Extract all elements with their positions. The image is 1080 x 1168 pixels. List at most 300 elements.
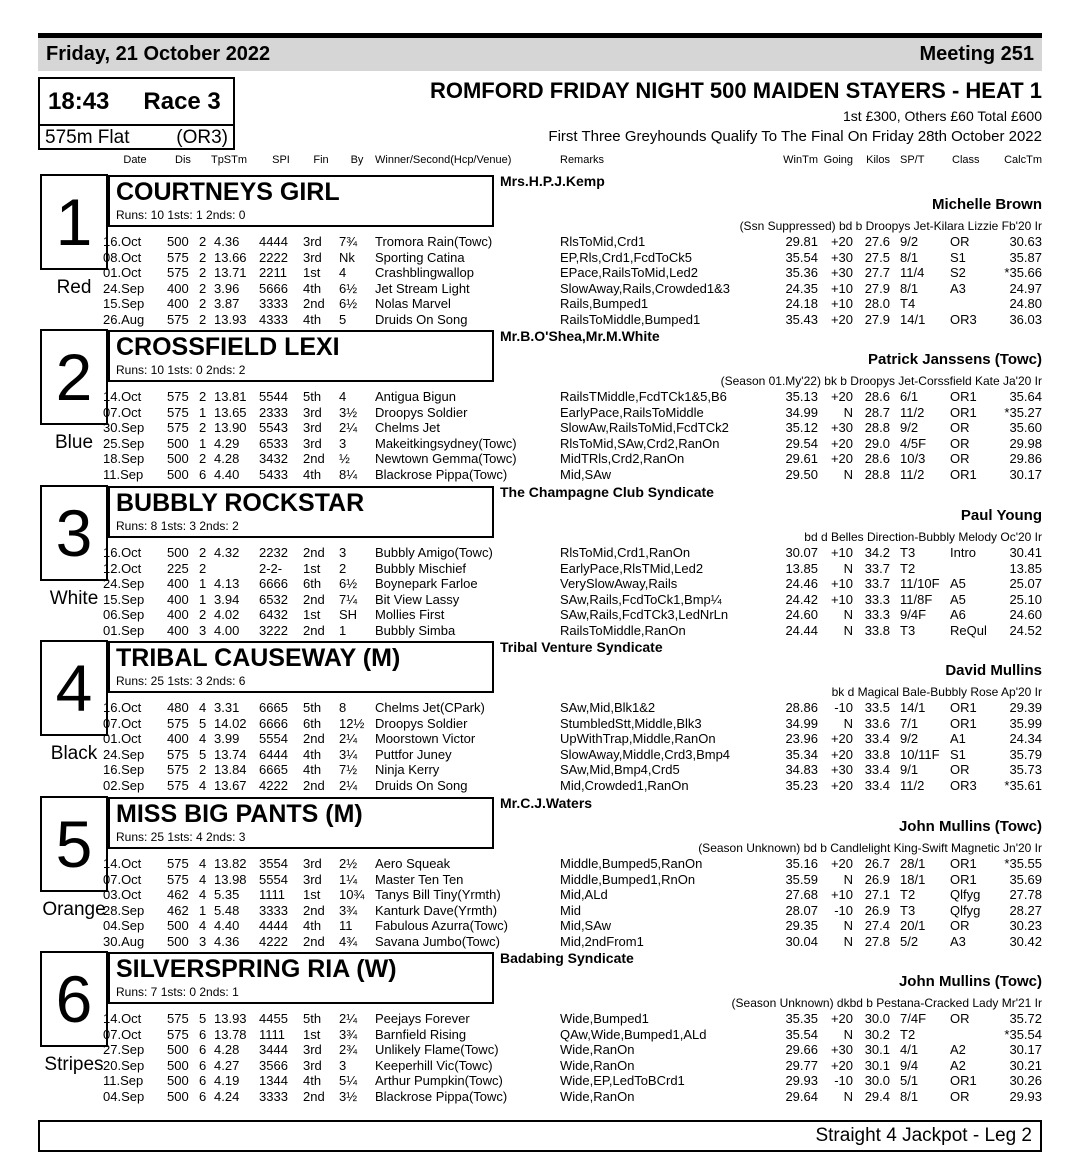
form-remarks: Middle,Bumped5,RanOn (560, 856, 703, 871)
form-spi: 4444 (259, 234, 288, 249)
form-row (103, 389, 1042, 405)
form-wintm: 29.54 (785, 435, 818, 451)
form-going: N (843, 871, 853, 887)
form-calctm: 30.17 (1009, 1042, 1042, 1058)
form-spt: 8/1 (900, 280, 919, 296)
form-remarks: Wide,RanOn (560, 1088, 635, 1104)
form-spt: 9/2 (900, 234, 919, 249)
owner-name: The Champagne Club Syndicate (500, 484, 714, 500)
race-header (250, 79, 1042, 145)
greyhound-name-box (108, 486, 494, 538)
form-class: A3 (950, 933, 966, 949)
form-spt: 11/2 (900, 466, 925, 482)
form-by: 2¼ (339, 777, 358, 793)
form-class: OR (950, 451, 970, 467)
form-calctm: 25.07 (1009, 576, 1042, 592)
form-date: 04.Sep (103, 1088, 145, 1104)
race-qualify-note: First Three Greyhounds Qualify To The Final On Friday 28th October 2022 (548, 128, 1042, 145)
form-dis: 500 (167, 1057, 189, 1073)
form-fin: 2nd (303, 1088, 325, 1104)
form-kilos: 26.7 (864, 856, 890, 871)
form-date: 16.Oct (103, 234, 142, 249)
form-tp: 4 (199, 731, 207, 747)
form-class: S1 (950, 746, 966, 762)
form-by: 10¾ (339, 887, 365, 903)
form-row (103, 1027, 1042, 1043)
form-spi: 4333 (259, 311, 288, 327)
col-fin: Fin (313, 154, 329, 166)
form-by: 5 (339, 311, 347, 327)
greyhound-name: MISS BIG PANTS (M) (116, 800, 363, 828)
form-spi: 3333 (259, 1088, 288, 1104)
form-wintm: 24.60 (785, 607, 818, 623)
form-stm: 13.84 (214, 762, 247, 778)
form-date: 07.Oct (103, 871, 142, 887)
form-remarks: Mid,ALd (560, 887, 608, 903)
form-by: 2½ (339, 856, 358, 871)
form-fin: 2nd (303, 591, 325, 607)
form-class (948, 296, 1000, 312)
form-row (103, 1058, 1042, 1074)
form-spt: 9/2 (900, 420, 919, 436)
form-rows (103, 389, 1042, 483)
form-stm: 5.35 (214, 887, 240, 903)
form-going: +20 (830, 389, 853, 404)
form-going: +20 (830, 856, 853, 871)
form-spi: 1111 (259, 1026, 286, 1042)
form-remarks: RlsToMid,Crd1 (560, 234, 646, 249)
form-spi: 3222 (259, 622, 288, 638)
trap-section-1 (38, 172, 1042, 328)
form-spi: 1344 (259, 1073, 288, 1089)
breeding-line: (Season Unknown) bd b Candlelight King-Swift Magnetic Jn'20 Ir (698, 841, 1042, 855)
form-tp: 2 (199, 607, 207, 623)
form-wintm: 24.46 (785, 576, 818, 592)
form-kilos: 27.5 (864, 249, 890, 265)
form-wintm: 35.54 (785, 1026, 818, 1042)
form-going: +10 (830, 887, 853, 903)
form-class: S2 (950, 265, 966, 281)
form-calctm: 35.72 (1009, 1011, 1042, 1026)
form-fin: 2nd (303, 296, 325, 312)
form-fin: 2nd (303, 451, 325, 467)
form-fin: 3rd (303, 856, 322, 871)
col-winner: Winner/Second(Hcp/Venue) (375, 154, 512, 166)
form-row (103, 747, 1042, 763)
col-spt: SP/T (900, 154, 925, 166)
form-row (103, 545, 1042, 561)
form-tp: 1 (199, 591, 207, 607)
form-winner: Master Ten Ten (375, 871, 464, 887)
form-fin: 6th (303, 715, 322, 731)
form-spt: 9/1 (900, 762, 919, 778)
form-wintm: 35.12 (785, 420, 818, 436)
form-going: N (843, 404, 853, 420)
form-class: A6 (950, 607, 966, 623)
form-row (103, 778, 1042, 794)
form-row (103, 576, 1042, 592)
col-date: Date (123, 154, 147, 166)
form-row (103, 312, 1042, 328)
form-fin: 3rd (303, 249, 322, 265)
form-stm: 13.78 (214, 1026, 247, 1042)
form-dis: 480 (167, 700, 189, 715)
form-spt: 7/4F (900, 1011, 927, 1026)
form-calctm: 36.03 (1009, 311, 1042, 327)
form-dis: 400 (167, 576, 189, 592)
form-tp: 2 (199, 420, 207, 436)
form-wintm: 35.35 (785, 1011, 818, 1026)
form-kilos: 33.7 (864, 560, 890, 576)
form-tp: 2 (199, 234, 207, 249)
form-by: 3 (339, 1057, 347, 1073)
form-remarks: SAw,Mid,Blk1&2 (560, 700, 656, 715)
form-tp: 5 (199, 746, 207, 762)
form-winner: Kanturk Dave(Yrmth) (375, 902, 498, 918)
form-date: 02.Sep (103, 777, 145, 793)
form-winner: Mollies First (375, 607, 445, 623)
form-row (103, 731, 1042, 747)
form-fin: 5th (303, 700, 322, 715)
form-going: +20 (830, 311, 853, 327)
form-spt: 20/1 (900, 918, 926, 934)
form-wintm: 35.13 (785, 389, 818, 404)
form-by: 3¼ (339, 746, 358, 762)
form-spi: 6665 (259, 762, 288, 778)
form-calctm: 24.34 (1009, 731, 1042, 747)
trap-number-box (40, 951, 108, 1047)
form-class: Qlfyg (950, 887, 981, 903)
form-tp: 6 (199, 1057, 207, 1073)
form-spi: 6533 (259, 435, 288, 451)
form-tp: 5 (199, 1011, 207, 1026)
owner-name: Mr.B.O'Shea,Mr.M.White (500, 328, 660, 344)
race-time: 18:43 (48, 87, 110, 115)
trap-number: 2 (55, 340, 93, 414)
form-spt: 11/4 (900, 265, 925, 281)
form-fin: 5th (303, 389, 322, 404)
form-spi: 5554 (259, 871, 288, 887)
form-date: 24.Sep (103, 746, 145, 762)
form-dis: 575 (167, 420, 189, 436)
form-class: A2 (950, 1042, 966, 1058)
form-kilos: 30.2 (864, 1026, 890, 1042)
form-stm: 13.74 (214, 746, 247, 762)
form-tp: 6 (199, 1088, 207, 1104)
form-remarks: VerySlowAway,Rails (560, 576, 678, 592)
form-by: 7½ (339, 762, 358, 778)
form-dis: 500 (167, 1088, 189, 1104)
form-calctm: 35.69 (1009, 871, 1042, 887)
form-spi: 4222 (259, 777, 288, 793)
form-spt: T2 (900, 560, 916, 576)
form-fin: 2nd (303, 622, 325, 638)
form-kilos: 28.0 (864, 296, 890, 312)
form-stm: 4.40 (214, 466, 240, 482)
form-tp: 2 (199, 280, 207, 296)
form-remarks: Wide,RanOn (560, 1042, 635, 1058)
form-winner: Tanys Bill Tiny(Yrmth) (375, 887, 501, 903)
form-spi: 2-2- (259, 560, 283, 576)
form-kilos: 30.0 (864, 1073, 890, 1089)
form-spt: 11/2 (900, 777, 925, 793)
form-class: S1 (950, 249, 966, 265)
form-stm: 4.13 (214, 576, 240, 592)
form-tp: 6 (199, 1042, 207, 1058)
form-spt: 9/4 (900, 1057, 919, 1073)
form-calctm: 13.85 (1009, 560, 1042, 576)
form-winner: Sporting Catina (375, 249, 465, 265)
form-tp: 2 (199, 265, 207, 281)
form-class (948, 1027, 1000, 1043)
form-row (103, 420, 1042, 436)
form-stm: 3.96 (214, 280, 240, 296)
form-winner: Boynepark Farloe (375, 576, 478, 592)
form-date: 16.Oct (103, 545, 142, 560)
form-row (103, 296, 1042, 312)
form-spi: 2333 (259, 404, 288, 420)
form-fin: 4th (303, 762, 322, 778)
form-remarks: SlowAway,Rails,Crowded1&3 (560, 280, 731, 296)
form-spi: 3333 (259, 902, 288, 918)
form-date: 14.Oct (103, 856, 142, 871)
form-fin: 1st (303, 607, 321, 623)
form-spi: 6666 (259, 576, 288, 592)
form-going: +20 (830, 731, 853, 747)
form-stm: 14.02 (214, 715, 247, 731)
form-fin: 3rd (303, 871, 322, 887)
form-spt: 11/10F (900, 576, 940, 592)
form-wintm: 29.77 (785, 1057, 818, 1073)
form-tp: 4 (199, 887, 207, 903)
form-by: SH (339, 607, 358, 623)
form-tp: 4 (199, 856, 207, 871)
form-stm: 3.99 (214, 731, 240, 747)
form-winner: Peejays Forever (375, 1011, 470, 1026)
form-remarks: SlowAw,RailsToMid,FcdTCk2 (560, 420, 729, 436)
form-date: 08.Oct (103, 249, 142, 265)
form-going: +30 (830, 265, 853, 281)
form-calctm: 27.78 (1009, 887, 1042, 903)
form-winner: Newtown Gemma(Towc) (375, 451, 517, 467)
form-kilos: 29.0 (864, 435, 890, 451)
form-winner: Tromora Rain(Towc) (375, 234, 493, 249)
form-calctm: 35.73 (1009, 762, 1042, 778)
form-wintm: 35.59 (785, 871, 818, 887)
form-remarks: UpWithTrap,Middle,RanOn (560, 731, 716, 747)
trainer-name: Paul Young (960, 507, 1042, 524)
form-dis: 575 (167, 249, 189, 265)
col-kilos: Kilos (866, 154, 890, 166)
form-row (103, 607, 1042, 623)
form-row (103, 234, 1042, 250)
trap-number: 6 (55, 962, 93, 1036)
form-kilos: 33.4 (864, 777, 890, 793)
form-date: 11.Sep (103, 466, 144, 482)
form-spt: T3 (900, 545, 916, 560)
form-wintm: 34.99 (785, 715, 818, 731)
form-calctm: *35.54 (1004, 1026, 1042, 1042)
form-spt: T3 (900, 622, 916, 638)
form-winner: Chelms Jet (375, 420, 441, 436)
form-spt: 14/1 (900, 700, 926, 715)
form-tp: 2 (199, 762, 207, 778)
form-row (103, 561, 1042, 577)
form-tp: 1 (199, 404, 207, 420)
form-tp: 3 (199, 622, 207, 638)
race-prize-money: 1st £300, Others £60 Total £600 (843, 108, 1042, 124)
owner-name: Badabing Syndicate (500, 950, 634, 966)
form-column-headers (103, 154, 1042, 166)
form-wintm: 35.16 (785, 856, 818, 871)
form-winner: Bit View Lassy (375, 591, 460, 607)
form-tp: 6 (199, 1073, 207, 1089)
form-spt: 9/4F (900, 607, 927, 623)
form-fin: 4th (303, 311, 322, 327)
form-stm: 3.87 (214, 296, 240, 312)
form-going: +10 (830, 576, 853, 592)
form-remarks: Mid,2ndFrom1 (560, 933, 644, 949)
form-dis: 575 (167, 311, 189, 327)
form-kilos: 33.5 (864, 700, 890, 715)
form-class: OR1 (950, 389, 977, 404)
form-calctm: 30.26 (1009, 1073, 1042, 1089)
form-spt: 14/1 (900, 311, 926, 327)
form-tp: 3 (199, 933, 207, 949)
form-winner: Keeperhill Vic(Towc) (375, 1057, 493, 1073)
form-going: +30 (830, 762, 853, 778)
form-by: Nk (339, 249, 355, 265)
form-by: 4 (339, 389, 347, 404)
form-kilos: 33.8 (864, 746, 890, 762)
form-kilos: 27.7 (864, 265, 890, 281)
form-class: OR1 (950, 1073, 977, 1089)
form-spi: 3554 (259, 856, 288, 871)
form-calctm: 35.99 (1009, 715, 1042, 731)
form-stm: 13.65 (214, 404, 247, 420)
form-spi: 2222 (259, 249, 288, 265)
form-spi: 6532 (259, 591, 288, 607)
race-grade: (OR3) (176, 127, 228, 148)
form-dis: 575 (167, 715, 189, 731)
form-spt: 4/1 (900, 1042, 919, 1058)
form-fin: 2nd (303, 545, 325, 560)
form-class: OR (950, 420, 970, 436)
form-by: 3¾ (339, 902, 358, 918)
form-going: N (843, 918, 853, 934)
race-title: ROMFORD FRIDAY NIGHT 500 MAIDEN STAYERS - HEAT 1 (429, 78, 1042, 103)
form-date: 27.Sep (103, 1042, 145, 1058)
form-calctm: 35.60 (1009, 420, 1042, 436)
form-winner: Bubbly Amigo(Towc) (375, 545, 493, 560)
form-by: 3 (339, 545, 347, 560)
form-fin: 3rd (303, 234, 322, 249)
form-stm: 13.71 (214, 265, 247, 281)
form-date: 15.Sep (103, 591, 145, 607)
form-remarks: QAw,Wide,Bumped1,ALd (560, 1026, 707, 1042)
form-spt: 8/1 (900, 1088, 919, 1104)
form-wintm: 34.99 (785, 404, 818, 420)
form-wintm: 28.07 (785, 902, 818, 918)
form-remarks: Mid,SAw (560, 466, 612, 482)
form-kilos: 28.6 (864, 389, 890, 404)
form-winner: Unlikely Flame(Towc) (375, 1042, 499, 1058)
col-spi: SPI (272, 154, 290, 166)
form-dis: 400 (167, 731, 189, 747)
form-wintm: 30.04 (785, 933, 818, 949)
form-date: 16.Sep (103, 762, 145, 778)
form-spt: 18/1 (900, 871, 926, 887)
form-row (103, 1011, 1042, 1027)
trainer-name: John Mullins (Towc) (898, 818, 1042, 835)
form-kilos: 33.4 (864, 731, 890, 747)
form-by: 4¾ (339, 933, 358, 949)
form-wintm: 28.86 (785, 700, 818, 715)
form-stm: 4.29 (214, 435, 240, 451)
form-date: 15.Sep (103, 296, 145, 312)
form-remarks: SlowAway,Middle,Crd3,Bmp4 (560, 746, 731, 762)
form-spi: 5666 (259, 280, 288, 296)
form-stm: 3.94 (214, 591, 240, 607)
col-going: Going (823, 154, 853, 166)
form-wintm: 24.18 (785, 296, 818, 312)
form-stm: 13.81 (214, 389, 247, 404)
form-calctm: 30.17 (1009, 466, 1042, 482)
form-calctm: 30.41 (1009, 545, 1042, 560)
form-going: +10 (830, 545, 853, 560)
form-fin: 3rd (303, 1042, 322, 1058)
form-winner: Bubbly Mischief (375, 560, 467, 576)
form-winner: Arthur Pumpkin(Towc) (375, 1073, 503, 1089)
form-remarks: Wide,EP,LedToBCrd1 (560, 1073, 685, 1089)
jackpot-label: Straight 4 Jackpot - Leg 2 (815, 1125, 1032, 1146)
form-spi: 3444 (259, 1042, 288, 1058)
form-kilos: 30.1 (864, 1057, 890, 1073)
form-by: ½ (339, 451, 350, 467)
form-remarks: EarlyPace,RlsTMid,Led2 (560, 560, 704, 576)
form-spt: 11/2 (900, 404, 925, 420)
form-calctm: 29.86 (1009, 451, 1042, 467)
form-fin: 1st (303, 560, 321, 576)
form-calctm: 24.97 (1009, 280, 1042, 296)
form-kilos: 28.6 (864, 451, 890, 467)
form-spi: 3333 (259, 296, 288, 312)
form-calctm: 35.87 (1009, 249, 1042, 265)
race-distance-row (40, 126, 233, 150)
form-going: N (843, 607, 853, 623)
form-kilos: 33.3 (864, 607, 890, 623)
form-going: +20 (830, 1057, 853, 1073)
trap-number-box (40, 640, 108, 736)
form-class: A5 (950, 591, 966, 607)
greyhound-name: TRIBAL CAUSEWAY (M) (116, 644, 401, 672)
form-wintm: 35.54 (785, 249, 818, 265)
form-dis: 462 (167, 887, 189, 903)
form-calctm: *35.55 (1004, 856, 1042, 871)
form-winner: Blackrose Pippa(Towc) (375, 466, 508, 482)
form-tp: 2 (199, 249, 207, 265)
form-remarks: Mid (560, 902, 581, 918)
form-wintm: 29.66 (785, 1042, 818, 1058)
form-fin: 2nd (303, 731, 325, 747)
form-by: 11 (339, 918, 353, 934)
form-by: 2 (339, 560, 347, 576)
form-by: 7¾ (339, 234, 358, 249)
form-fin: 4th (303, 280, 322, 296)
form-class: OR (950, 762, 970, 778)
form-spt: 10/3 (900, 451, 926, 467)
form-by: 3 (339, 435, 347, 451)
